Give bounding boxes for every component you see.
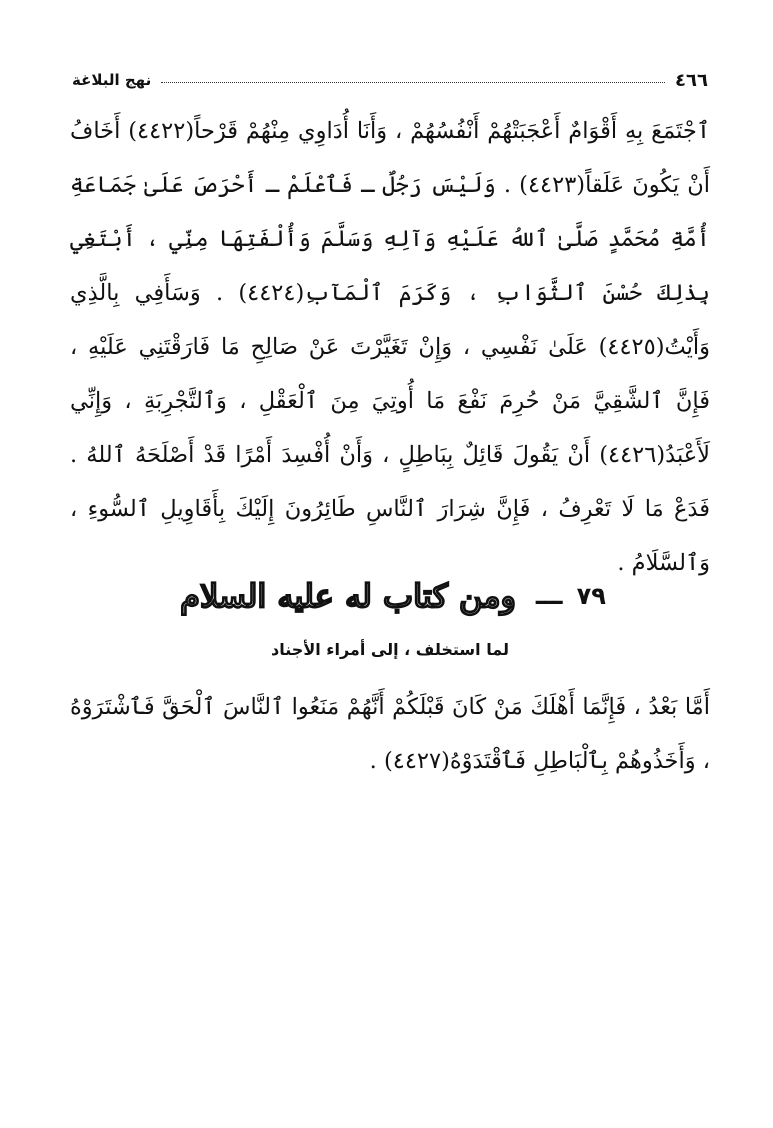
letter-title-row: [150, 568, 630, 624]
page-header: [72, 66, 708, 94]
calligraphic-letter-title: ومن كتاب له عليه السلام: [180, 577, 516, 615]
body-paragraph: ٱجْتَمَعَ بِهِ أَقْوَامٌ أَعْجَبَتْهُمْ أَنْفُسُهُمْ ، وَأَنَا أُدَاوِي مِنْهُمْ قَرْحاً(٤٤٢٢) أَخَافُ أَنْ يَكُونَ عَلَقاً(٤٤٢٣) . وَلَيْسَ رَجُلٌ ـ فَٱعْلَمْ ـ أَحْرَصَ عَلَىٰ جَمَاعَةِ أُمَّةِ مُحَمَّدٍ صَلَّىٰ ٱللهُ عَلَيْهِ وَآلِهِ وَسَلَّمَ وَأُلْفَتِهَا مِنِّي ، أَبْتَغِي بِذٰلِكَ حُسْنَ ٱلثَّوَابِ ، وَكَرَمَ ٱلْمَآبِ(٤٤٢٤) . وَسَأَفِي بِالَّذِي وَأَيْتُ(٤٤٢٥) عَلَىٰ نَفْسِي ، وَإِنْ تَغَيَّرْتَ عَنْ صَالِحِ مَا فَارَقْتَنِي عَلَيْهِ ، فَإِنَّ ٱلشَّقِيَّ مَنْ حُرِمَ نَفْعَ مَا أُوتِيَ مِنَ ٱلْعَقْلِ ، وَٱلتَّجْرِبَةِ ، وَإِنِّي لَأَعْبَدُ(٤٤٢٦) أَنْ يَقُولَ قَائِلٌ بِبَاطِلٍ ، وَأَنْ أُفْسِدَ أَمْرًا قَدْ أَصْلَحَهُ ٱللهُ . فَدَعْ مَا لَا تَعْرِفُ ، فَإِنَّ شِرَارَ ٱلنَّاسِ طَائِرُونَ إِلَيْكَ بِأَقَاوِيلِ ٱلسُّوءِ ، وَٱلسَّلَامُ .: [70, 118, 711, 576]
header-dotted-leader: [161, 82, 665, 83]
letter-body: أَمَّا بَعْدُ ، فَإِنَّمَا أَهْلَكَ مَنْ كَانَ قَبْلَكُمْ أَنَّهُمْ مَنَعُوا ٱلنَّاسَ ٱلْحَقَّ فَٱشْتَرَوْهُ ، وَأَخَذُوهُمْ بِٱلْبَاطِلِ فَٱقْتَدَوْهُ(٤٤٢٧) .: [70, 694, 710, 774]
letter-number: ٧٩: [576, 582, 606, 610]
page-number: ٤٦٦: [675, 69, 708, 91]
letter-subtitle: لما استخلف ، إلى أمراء الأجناد: [271, 640, 509, 659]
running-book-title: نهج البلاغة: [72, 71, 152, 89]
title-dash: ـــ: [535, 581, 563, 611]
